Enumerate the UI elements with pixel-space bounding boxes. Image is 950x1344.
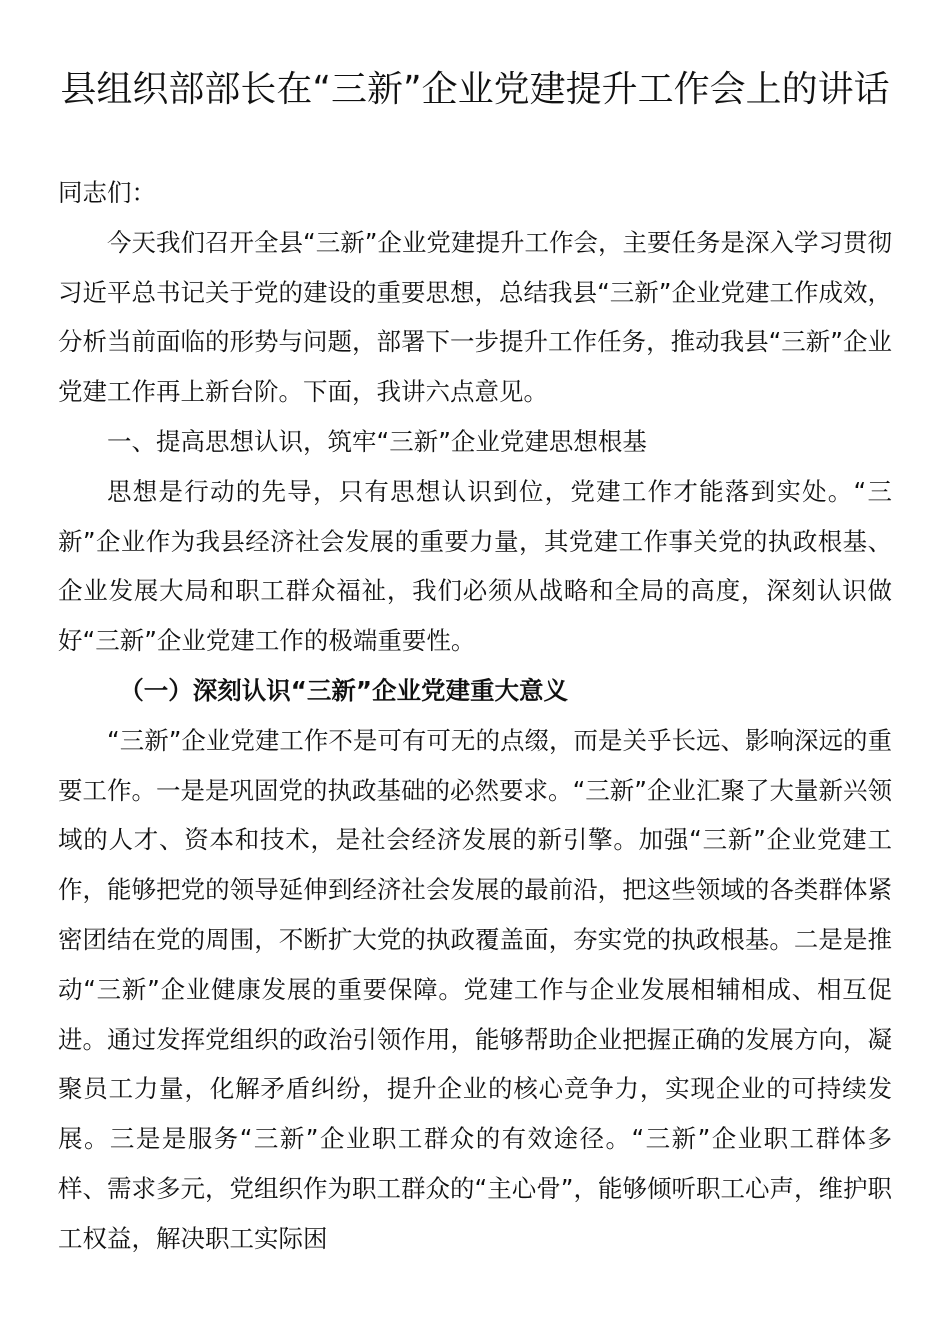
document-body [58, 168, 892, 1264]
subsection-1-paragraph: “三新”企业党建工作不是可有可无的点缀，而是关乎长远、影响深远的重要工作。一是是巩固党的执政基础的必然要求。“三新”企业汇聚了大量新兴领域的人才、资本和技术，是社会经济发展的新引擎。加强“三新”企业党建工作，能够把党的领导延伸到经济社会发展的最前沿，把这些领域的各类群体紧密团结在党的周围，不断扩大党的执政覆盖面，夯实党的执政根基。二是是推动“三新”企业健康发展的重要保障。党建工作与企业发展相辅相成、相互促进。通过发挥党组织的政治引领作用，能够帮助企业把握正确的发展方向，凝聚员工力量，化解矛盾纠纷，提升企业的核心竞争力，实现企业的可持续发展。三是是服务“三新”企业职工群众的有效途径。“三新”企业职工群体多样、需求多元，党组织作为职工群众的“主心骨”，能够倾听职工心声，维护职工权益，解决职工实际困 [58, 725, 892, 1253]
document-title: 县组织部部长在“三新”企业党建提升工作会上的讲话 [60, 69, 890, 110]
greeting: 同志们： [58, 178, 156, 207]
intro-paragraph: 今天我们召开全县“三新”企业党建提升工作会，主要任务是深入学习贯彻习近平总书记关于党的建设的重要思想，总结我县“三新”企业党建工作成效，分析当前面临的形势与问题，部署下一步提升工作任务，推动我县“三新”企业党建工作再上新台阶。下面，我讲六点意见。 [58, 227, 892, 407]
subsection-heading-1: （一）深刻认识“三新”企业党建重大意义 [119, 675, 568, 705]
section-heading-1: 一、提高思想认识，筑牢“三新”企业党建思想根基 [107, 426, 647, 456]
section-1-paragraph: 思想是行动的先导，只有思想认识到位，党建工作才能落到实处。“三新”企业作为我县经济社会发展的重要力量，其党建工作事关党的执政根基、企业发展大局和职工群众福祉，我们必须从战略和全局的高度，深刻认识做好“三新”企业党建工作的极端重要性。 [58, 476, 892, 656]
